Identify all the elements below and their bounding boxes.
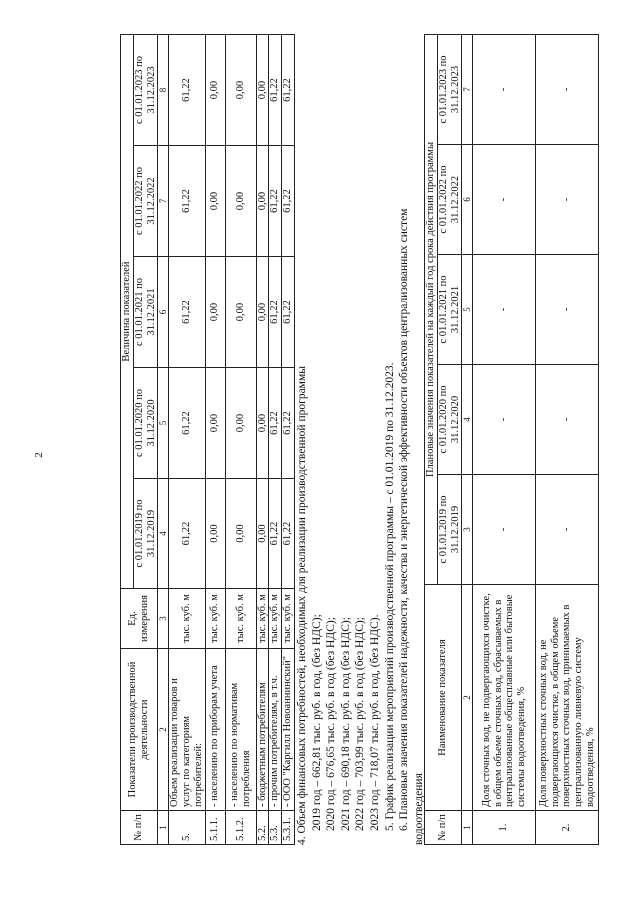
table1-colnum: 3 xyxy=(158,589,169,649)
row-value: 0,00 xyxy=(225,368,256,479)
finance-year-line: 2022 год – 703,99 тыс. руб. в год (без НДС); xyxy=(354,617,367,831)
table-row xyxy=(225,35,256,845)
row-value: 0,00 xyxy=(256,257,269,368)
table1-period-2023: с 01.01.2023 по 31.12.2023 xyxy=(133,35,158,146)
table2-period-2019: с 01.01.2019 по 31.12.2019 xyxy=(437,475,462,585)
row-number: 5.1.2. xyxy=(225,811,256,845)
production-indicators-table xyxy=(120,34,295,845)
table2-colnum: 1 xyxy=(462,811,473,845)
schedule-line: 5. График реализации мероприятий производственной программы – с 01.01.2019 по 31.12.2023. xyxy=(383,362,396,831)
row-value: 61,22 xyxy=(269,257,282,368)
table1-colnum: 8 xyxy=(158,35,169,146)
row-value: 61,22 xyxy=(282,146,295,257)
table1-head-num: № п/п xyxy=(121,811,158,845)
table1-period-2019: с 01.01.2019 по 31.12.2019 xyxy=(133,479,158,589)
row-value: - xyxy=(536,475,599,585)
row-value: 0,00 xyxy=(205,146,225,257)
row-indicator-name: - населению по приборам учета xyxy=(205,649,225,811)
row-indicator-name: - населению по нормативам потребления xyxy=(225,649,256,811)
reliability-indicators-table xyxy=(424,34,599,845)
row-value: 0,00 xyxy=(205,257,225,368)
table1-head-values-group: Величина показателей xyxy=(121,35,134,589)
row-value: 61,22 xyxy=(282,257,295,368)
table2-head-name: Наименование показателя xyxy=(425,585,462,811)
row-value: 0,00 xyxy=(256,368,269,479)
program-text xyxy=(295,35,426,845)
table1-colnum: 5 xyxy=(158,368,169,479)
finance-year-line: 2020 год – 676,65 тыс. руб. в год (без НДС); xyxy=(325,617,338,831)
indicators-heading: 6. Плановые значения показателей надежности, качества и энергетической эффективности объектов централизованных систем xyxy=(398,208,411,831)
row-value: 0,00 xyxy=(256,146,269,257)
row-number: 2. xyxy=(536,811,599,845)
row-indicator-name: - бюджетным потребителям xyxy=(256,649,269,811)
row-value: 0,00 xyxy=(225,257,256,368)
row-number: 5.3.1. xyxy=(282,811,295,845)
table2-period-2022: с 01.01.2022 по 31.12.2022 xyxy=(437,145,462,255)
table1-period-2021: с 01.01.2021 по 31.12.2021 xyxy=(133,257,158,368)
table2-column-numbers xyxy=(462,35,473,845)
row-indicator-name: Доля поверхностных сточных вод, не подвергающихся очистке, в общем объеме поверхностных сточных вод, принимаемых в централизованную ливневую систему водоотведения, % xyxy=(536,585,599,811)
row-number: 5.2. xyxy=(256,811,269,845)
indicators-heading-cont: водоотведения xyxy=(412,773,425,845)
table-row xyxy=(282,35,295,845)
row-value: - xyxy=(536,35,599,145)
table1-head-indicator: Показатели производственной деятельности xyxy=(121,649,158,811)
row-value: 61,22 xyxy=(169,146,205,257)
row-number: 5.1.1. xyxy=(205,811,225,845)
row-value: - xyxy=(473,145,536,255)
row-number: 1. xyxy=(473,811,536,845)
table2-colnum: 7 xyxy=(462,35,473,145)
table2-head-values-group: Плановые значения показателей на каждый год срока действия программы xyxy=(425,35,438,585)
table-row xyxy=(536,35,599,845)
table2-colnum: 4 xyxy=(462,365,473,475)
table1-head-unit: Ед. измерения xyxy=(121,589,158,649)
table2-period-2023: с 01.01.2023 по 31.12.2023 xyxy=(437,35,462,145)
row-value: 61,22 xyxy=(269,479,282,589)
row-number: 5. xyxy=(169,811,205,845)
finance-year-line: 2019 год – 662,81 тыс. руб. в год, (без НДС); xyxy=(310,614,323,831)
row-unit: тыс. куб. м xyxy=(269,589,282,649)
row-value: 61,22 xyxy=(169,257,205,368)
table2-period-2021: с 01.01.2021 по 31.12.2021 xyxy=(437,255,462,365)
table-row xyxy=(269,35,282,845)
row-value: - xyxy=(473,475,536,585)
table2-header-row xyxy=(425,35,438,845)
row-unit: тыс. куб. м xyxy=(256,589,269,649)
row-value: - xyxy=(473,35,536,145)
row-indicator-name: - прочим потребителям, в т.ч. xyxy=(269,649,282,811)
row-value: 61,22 xyxy=(169,479,205,589)
row-value: 61,22 xyxy=(269,146,282,257)
row-value: 0,00 xyxy=(225,146,256,257)
table-row xyxy=(473,35,536,845)
row-value: 61,22 xyxy=(169,35,205,146)
rotated-document xyxy=(120,35,596,845)
row-value: 0,00 xyxy=(256,479,269,589)
row-value: 61,22 xyxy=(282,368,295,479)
table1-column-numbers xyxy=(158,35,169,845)
table1-period-2022: с 01.01.2022 по 31.12.2022 xyxy=(133,146,158,257)
row-value: 0,00 xyxy=(225,479,256,589)
row-value: 0,00 xyxy=(205,479,225,589)
table2-colnum: 5 xyxy=(462,255,473,365)
row-value: 0,00 xyxy=(256,35,269,146)
table-row xyxy=(169,35,205,845)
row-value: - xyxy=(473,255,536,365)
row-indicator-name: Доля сточных вод, не подвергающихся очистке, в общем объеме сточных вод, сбрасываемых в централизованные общесплавные или бытовые системы водоотведения, % xyxy=(473,585,536,811)
row-indicator-name: Объем реализации товаров и услуг по категориям потребителей: xyxy=(169,649,205,811)
table2-colnum: 6 xyxy=(462,145,473,255)
row-value: - xyxy=(536,365,599,475)
table1-colnum: 6 xyxy=(158,257,169,368)
table-row xyxy=(256,35,269,845)
row-value: 0,00 xyxy=(205,368,225,479)
table2-period-2020: с 01.01.2020 по 31.12.2020 xyxy=(437,365,462,475)
row-unit: тыс. куб. м xyxy=(225,589,256,649)
row-unit: тыс. куб. м xyxy=(282,589,295,649)
row-unit: тыс. куб. м xyxy=(205,589,225,649)
row-value: 61,22 xyxy=(282,479,295,589)
table1-colnum: 2 xyxy=(158,649,169,811)
finance-year-line: 2021 год – 690,18 тыс. руб. в год (без НДС); xyxy=(339,617,352,831)
table2-colnum: 2 xyxy=(462,585,473,811)
row-value: - xyxy=(536,145,599,255)
finance-heading: 4. Объем финансовых потребностей, необходимых для реализации производственной программы xyxy=(296,366,308,845)
finance-year-line: 2023 год – 718,07 тыс. руб. в год, (без НДС). xyxy=(368,614,381,831)
row-indicator-name: - ООО "Каргилл Новоаннинский" xyxy=(282,649,295,811)
table1-period-2020: с 01.01.2020 по 31.12.2020 xyxy=(133,368,158,479)
table-row xyxy=(205,35,225,845)
table2-colnum: 3 xyxy=(462,475,473,585)
row-value: 0,00 xyxy=(205,35,225,146)
table1-header-row xyxy=(121,35,134,845)
table1-colnum: 1 xyxy=(158,811,169,845)
row-value: 0,00 xyxy=(225,35,256,146)
table2-head-num: № п/п xyxy=(425,811,462,845)
row-value: 61,22 xyxy=(269,35,282,146)
table1-colnum: 4 xyxy=(158,479,169,589)
row-number: 5.3. xyxy=(269,811,282,845)
table1-colnum: 7 xyxy=(158,146,169,257)
row-value: - xyxy=(536,255,599,365)
row-unit: тыс. куб. м xyxy=(169,589,205,649)
row-value: 61,22 xyxy=(169,368,205,479)
page-number: 2 xyxy=(33,452,45,458)
row-value: 61,22 xyxy=(269,368,282,479)
row-value: 61,22 xyxy=(282,35,295,146)
row-value: - xyxy=(473,365,536,475)
